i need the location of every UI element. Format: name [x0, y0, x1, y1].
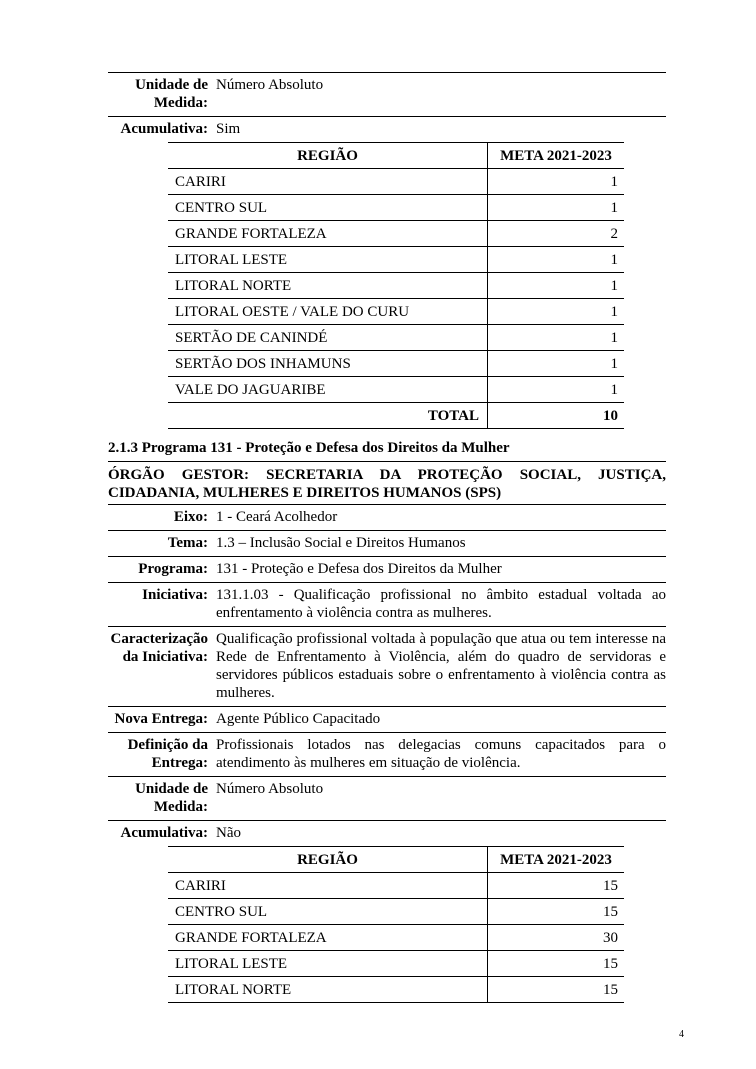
meta-cell: 1	[488, 273, 625, 299]
region-cell: CENTRO SUL	[168, 195, 488, 221]
meta-cell: 1	[488, 195, 625, 221]
field-label: Programa:	[138, 561, 208, 577]
field-label: Unidade de Medida:	[135, 781, 208, 815]
orgao-gestor-line-1: ÓRGÃO GESTOR: SECRETARIA DA PROTEÇÃO SOCIAL, JUSTIÇA,	[108, 467, 666, 483]
region-cell: SERTÃO DOS INHAMUNS	[168, 351, 488, 377]
table-row	[168, 325, 624, 351]
meta-cell: 1	[488, 351, 625, 377]
table-row	[168, 951, 624, 977]
field-value: Não	[216, 825, 241, 841]
field-caracterizacao	[108, 626, 666, 706]
field-iniciativa	[108, 582, 666, 626]
field-label: Iniciativa:	[142, 587, 208, 603]
field-label: Eixo:	[173, 509, 208, 525]
field-value: Agente Público Capacitado	[216, 711, 381, 727]
col-header-meta: META 2021-2023	[488, 847, 625, 873]
field-label: Acumulativa:	[120, 121, 208, 137]
table-row	[168, 169, 624, 195]
field-acumulativa	[108, 116, 666, 142]
meta-cell: 15	[488, 951, 625, 977]
region-cell: GRANDE FORTALEZA	[168, 221, 488, 247]
section-title: 2.1.3 Programa 131 - Proteção e Defesa dos Direitos da Mulher	[108, 440, 510, 456]
field-value: 131.1.03 - Qualificação profissional no âmbito estadual voltada ao enfrentamento à violência contra as mulheres.	[216, 587, 666, 621]
region-cell: GRANDE FORTALEZA	[168, 925, 488, 951]
region-table-2	[168, 846, 624, 1003]
table-row	[168, 925, 624, 951]
field-label: Unidade de Medida:	[135, 77, 208, 111]
region-cell: VALE DO JAGUARIBE	[168, 377, 488, 403]
col-header-regiao: REGIÃO	[168, 143, 488, 169]
table-row	[168, 221, 624, 247]
region-cell: CARIRI	[168, 169, 488, 195]
table-row	[168, 247, 624, 273]
field-value: Número Absoluto	[216, 77, 324, 93]
orgao-gestor-line-2: CIDADANIA, MULHERES E DIREITOS HUMANOS (SPS)	[108, 485, 502, 501]
field-acumulativa-2	[108, 820, 666, 846]
table-row	[168, 195, 624, 221]
table-header-row	[168, 143, 624, 169]
total-row	[168, 403, 624, 429]
field-value: Número Absoluto	[216, 781, 324, 797]
region-cell: SERTÃO DE CANINDÉ	[168, 325, 488, 351]
region-cell: LITORAL LESTE	[168, 247, 488, 273]
field-eixo	[108, 504, 666, 530]
table-row	[168, 977, 624, 1003]
field-value: Qualificação profissional voltada à população que atua ou tem interesse na Rede de Enfrentamento à Violência, além do quadro de servidoras e servidores públicos estaduais sobre o enfrentamento à violência contra as mulheres.	[216, 631, 666, 701]
meta-cell: 1	[488, 325, 625, 351]
table-row	[168, 351, 624, 377]
field-unidade-medida	[108, 72, 666, 116]
field-label: Nova Entrega:	[114, 711, 208, 727]
field-tema	[108, 530, 666, 556]
meta-cell: 2	[488, 221, 625, 247]
field-label: Acumulativa:	[120, 825, 208, 841]
field-programa	[108, 556, 666, 582]
field-value: Sim	[216, 121, 241, 137]
document-page	[108, 72, 666, 1003]
field-value: Profissionais lotados nas delegacias comuns capacitados para o atendimento às mulheres em situação de violência.	[216, 737, 666, 771]
meta-cell: 1	[488, 299, 625, 325]
table-row	[168, 273, 624, 299]
field-label: Tema:	[167, 535, 208, 551]
total-value: 10	[488, 403, 625, 429]
table-row	[168, 299, 624, 325]
field-label: Definição da Entrega:	[127, 737, 208, 771]
field-unidade-medida-2	[108, 776, 666, 820]
meta-cell: 15	[488, 899, 625, 925]
orgao-gestor	[108, 461, 666, 504]
meta-cell: 15	[488, 873, 625, 899]
field-definicao-entrega	[108, 732, 666, 776]
total-label: TOTAL	[168, 403, 488, 429]
region-cell: LITORAL OESTE / VALE DO CURU	[168, 299, 488, 325]
table-row	[168, 873, 624, 899]
meta-cell: 1	[488, 247, 625, 273]
region-cell: LITORAL LESTE	[168, 951, 488, 977]
page-number: 4	[679, 1029, 684, 1040]
region-cell: CARIRI	[168, 873, 488, 899]
field-value: 131 - Proteção e Defesa dos Direitos da Mulher	[216, 561, 502, 577]
region-cell: LITORAL NORTE	[168, 273, 488, 299]
col-header-meta: META 2021-2023	[488, 143, 625, 169]
field-value: 1 - Ceará Acolhedor	[216, 509, 338, 525]
field-nova-entrega	[108, 706, 666, 732]
meta-cell: 1	[488, 169, 625, 195]
table-header-row	[168, 847, 624, 873]
col-header-regiao: REGIÃO	[168, 847, 488, 873]
meta-cell: 30	[488, 925, 625, 951]
table-row	[168, 899, 624, 925]
meta-cell: 1	[488, 377, 625, 403]
region-table-1	[168, 142, 624, 429]
region-cell: CENTRO SUL	[168, 899, 488, 925]
region-cell: LITORAL NORTE	[168, 977, 488, 1003]
table-row	[168, 377, 624, 403]
field-value: 1.3 – Inclusão Social e Direitos Humanos	[216, 535, 466, 551]
meta-cell: 15	[488, 977, 625, 1003]
field-label: Caracterização da Iniciativa:	[110, 631, 208, 665]
